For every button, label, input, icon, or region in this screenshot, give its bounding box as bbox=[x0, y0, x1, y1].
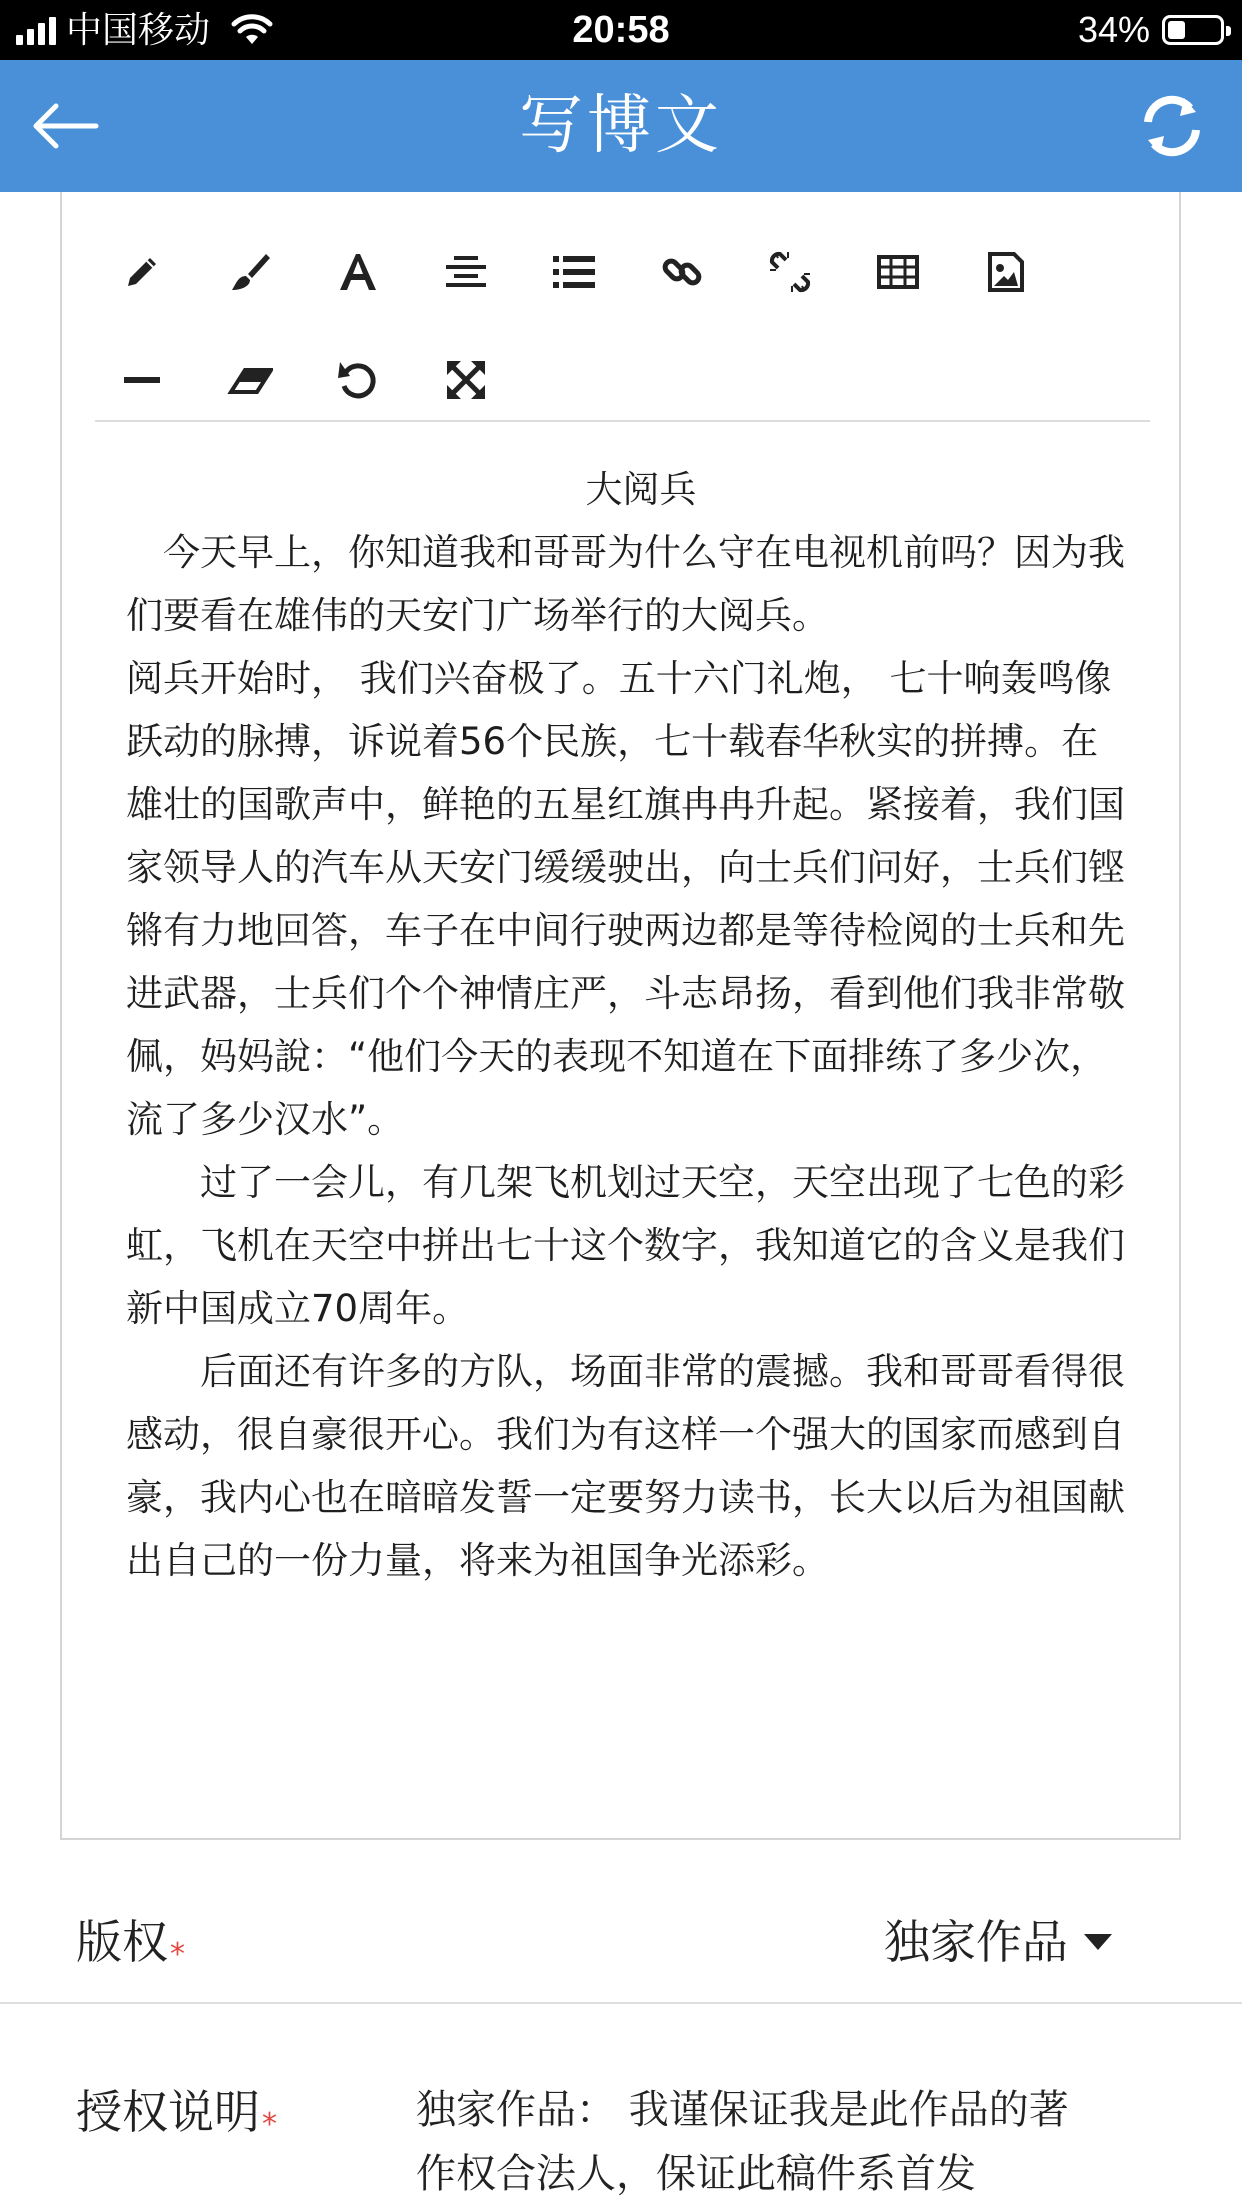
editor-toolbar bbox=[92, 212, 1152, 437]
fullscreen-icon bbox=[445, 359, 487, 401]
eraser-button[interactable] bbox=[215, 345, 285, 415]
undo-icon bbox=[336, 358, 380, 402]
copyright-value: 独家作品 bbox=[884, 1915, 1068, 1969]
refresh-button[interactable] bbox=[1134, 88, 1210, 164]
fullscreen-button[interactable] bbox=[431, 345, 501, 415]
table-button[interactable] bbox=[863, 237, 933, 307]
table-icon bbox=[876, 252, 920, 292]
status-bar bbox=[0, 0, 1242, 60]
required-mark: * bbox=[262, 2107, 277, 2142]
rich-text-editor bbox=[60, 192, 1181, 1840]
nav-bar bbox=[0, 60, 1242, 192]
page-title: 写博文 bbox=[519, 89, 723, 163]
auth-label bbox=[76, 2082, 277, 2155]
refresh-icon bbox=[1138, 92, 1206, 160]
font-icon bbox=[336, 250, 380, 294]
battery-percent: 34% bbox=[1077, 9, 1150, 50]
align-center-button[interactable] bbox=[431, 237, 501, 307]
brush-button[interactable] bbox=[215, 237, 285, 307]
copyright-row bbox=[0, 1880, 1242, 2004]
copyright-select[interactable] bbox=[884, 1912, 1112, 1972]
image-icon bbox=[986, 250, 1026, 294]
unlink-button[interactable] bbox=[755, 237, 825, 307]
undo-button[interactable] bbox=[323, 345, 393, 415]
article-title: 大阅兵 bbox=[585, 468, 697, 511]
horizontal-rule-icon bbox=[122, 370, 162, 390]
copyright-label bbox=[76, 1912, 185, 1985]
list-button[interactable] bbox=[539, 237, 609, 307]
unlink-icon bbox=[768, 250, 812, 294]
toolbar-divider bbox=[95, 420, 1150, 422]
list-icon bbox=[551, 252, 597, 292]
copyright-label-text: 版权 bbox=[76, 1915, 168, 1969]
carrier-name: 中国移动 bbox=[66, 9, 211, 50]
article-paragraph: 过了一会儿，有几架飞机划过天空，天空出现了七色的彩虹，飞机在天空中拼出七十这个数字，我知道它的含义是我们新中国成立70周年。 bbox=[126, 1161, 1125, 1330]
editor-content[interactable] bbox=[126, 458, 1126, 1592]
authorization-row bbox=[0, 2006, 1242, 2208]
link-button[interactable] bbox=[647, 237, 717, 307]
dropdown-arrow-icon bbox=[1084, 1934, 1112, 1950]
article-paragraph: 今天早上，你知道我和哥哥为什么守在电视机前吗？因为我们要看在雄伟的天安门广场举行的大阅兵。 bbox=[126, 531, 1125, 637]
article-paragraph: 后面还有许多的方队，场面非常的震撼。我和哥哥看得很感动，很自豪很开心。我们为有这样一个强大的国家而感到自豪，我内心也在暗暗发誓一定要努力读书，长大以后为祖国献出自己的一份力量，将来为祖国争光添彩。 bbox=[126, 1350, 1125, 1582]
battery-icon bbox=[1162, 15, 1224, 45]
auth-label-text: 授权说明 bbox=[76, 2085, 260, 2139]
horizontal-rule-button[interactable] bbox=[107, 345, 177, 415]
eraser-icon bbox=[227, 362, 273, 398]
required-mark: * bbox=[170, 1937, 185, 1972]
image-button[interactable] bbox=[971, 237, 1041, 307]
brush-icon bbox=[228, 250, 272, 294]
pencil-icon bbox=[122, 252, 162, 292]
align-center-icon bbox=[444, 252, 488, 292]
pencil-button[interactable] bbox=[107, 237, 177, 307]
link-icon bbox=[660, 250, 704, 294]
auth-description: 独家作品： 我谨保证我是此作品的著作权合法人，保证此稿件系首发 bbox=[416, 2087, 1069, 2197]
article-paragraph: 阅兵开始时， 我们兴奋极了。五十六门礼炮， 七十响轰鸣像跃动的脉搏，诉说着56个民族，七十载春华秋实的拼搏。在雄壮的国歌声中，鲜艳的五星红旗冉冉升起。紧接着，我们国家领导人的汽车从天安门缓缓驶出，向士兵们问好，士兵们铿锵有力地回答，车子在中间行驶两边都是等待检阅的士兵和先进武器，士兵们个个神情庄严，斗志昂扬，看到他们我非常敬佩，妈妈說：“他们今天的表现不知道在下面排练了多少次，流了多少汉水”。 bbox=[126, 657, 1125, 1141]
status-time: 20:58 bbox=[572, 9, 670, 51]
status-right bbox=[1078, 10, 1224, 50]
font-button[interactable] bbox=[323, 237, 393, 307]
